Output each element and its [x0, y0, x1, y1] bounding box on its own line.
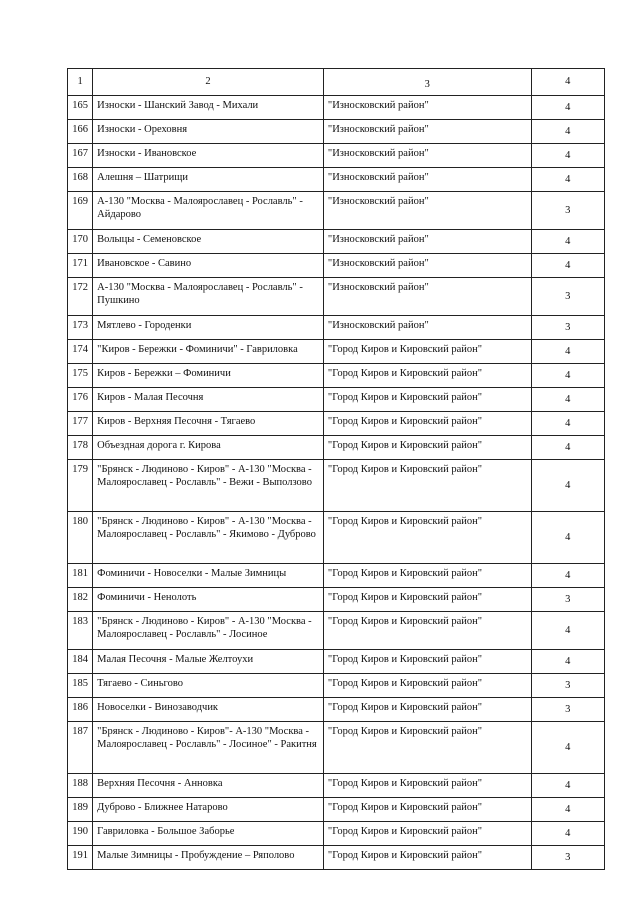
table-row [68, 698, 605, 722]
district-name: "Износковский район" [323, 168, 531, 192]
row-number: 171 [68, 254, 93, 278]
road-name: Дуброво - Ближнее Натарово [93, 798, 324, 822]
district-name: "Город Киров и Кировский район" [323, 674, 531, 698]
district-name: "Город Киров и Кировский район" [323, 340, 531, 364]
row-number: 170 [68, 230, 93, 254]
road-name: Волыцы - Семеновское [93, 230, 324, 254]
row-number: 169 [68, 192, 93, 230]
table-row [68, 278, 605, 316]
row-number: 181 [68, 564, 93, 588]
row-number: 178 [68, 436, 93, 460]
row-number: 188 [68, 774, 93, 798]
road-name: Киров - Бережки – Фоминичи [93, 364, 324, 388]
road-name: Киров - Малая Песочня [93, 388, 324, 412]
road-category: 3 [531, 316, 604, 340]
road-name: Новоселки - Винозаводчик [93, 698, 324, 722]
road-category: 4 [531, 364, 604, 388]
road-category: 4 [531, 650, 604, 674]
road-category: 3 [531, 278, 604, 316]
road-name: Алешня – Шатрищи [93, 168, 324, 192]
road-name: Ивановское - Савино [93, 254, 324, 278]
district-name: "Износковский район" [323, 144, 531, 168]
road-category: 4 [531, 230, 604, 254]
district-name: "Город Киров и Кировский район" [323, 822, 531, 846]
row-number: 177 [68, 412, 93, 436]
table-row [68, 388, 605, 412]
road-category: 4 [531, 722, 604, 774]
road-category: 4 [531, 168, 604, 192]
road-name: Объездная дорога г. Кирова [93, 436, 324, 460]
road-name: Малая Песочня - Малые Желтоухи [93, 650, 324, 674]
roads-table [67, 68, 605, 870]
column-number-2: 2 [93, 69, 324, 96]
column-number-1: 1 [68, 69, 93, 96]
road-category: 4 [531, 412, 604, 436]
road-name: "Брянск - Людиново - Киров" - А-130 "Москва - Малоярославец - Рославль" - Якимово - Дуброво [93, 512, 324, 564]
district-name: "Город Киров и Кировский район" [323, 798, 531, 822]
road-category: 4 [531, 564, 604, 588]
road-name: "Брянск - Людиново - Киров"- А-130 "Москва - Малоярославец - Рославль" - Лосиное" - Ракитня [93, 722, 324, 774]
table-row [68, 412, 605, 436]
row-number: 186 [68, 698, 93, 722]
table-row [68, 120, 605, 144]
row-number: 190 [68, 822, 93, 846]
road-category: 3 [531, 192, 604, 230]
district-name: "Износковский район" [323, 96, 531, 120]
road-name: Верхняя Песочня - Анновка [93, 774, 324, 798]
road-category: 4 [531, 340, 604, 364]
road-name: "Брянск - Людиново - Киров" - А-130 "Москва - Малоярославец - Рославль" - Вежи - Выползово [93, 460, 324, 512]
road-category: 4 [531, 144, 604, 168]
table-row [68, 564, 605, 588]
road-category: 4 [531, 96, 604, 120]
table-row [68, 168, 605, 192]
row-number: 180 [68, 512, 93, 564]
roads-table-body [68, 69, 605, 870]
road-name: Фоминичи - Новоселки - Малые Зимницы [93, 564, 324, 588]
road-name: "Брянск - Людиново - Киров" - А-130 "Москва - Малоярославец - Рославль" - Лосиное [93, 612, 324, 650]
road-name: Износки - Шанский Завод - Михали [93, 96, 324, 120]
row-number: 179 [68, 460, 93, 512]
road-name: "Киров - Бережки - Фоминичи" - Гавриловка [93, 340, 324, 364]
row-number: 172 [68, 278, 93, 316]
row-number: 189 [68, 798, 93, 822]
road-category: 4 [531, 388, 604, 412]
column-number-3: 3 [323, 69, 531, 96]
road-category: 4 [531, 460, 604, 512]
road-category: 4 [531, 774, 604, 798]
road-category: 3 [531, 698, 604, 722]
district-name: "Город Киров и Кировский район" [323, 588, 531, 612]
district-name: "Город Киров и Кировский район" [323, 412, 531, 436]
table-row [68, 588, 605, 612]
row-number: 167 [68, 144, 93, 168]
road-name: Малые Зимницы - Пробуждение – Ряполово [93, 846, 324, 870]
table-row [68, 230, 605, 254]
district-name: "Город Киров и Кировский район" [323, 698, 531, 722]
row-number: 183 [68, 612, 93, 650]
table-row [68, 822, 605, 846]
district-name: "Город Киров и Кировский район" [323, 612, 531, 650]
column-number-4: 4 [531, 69, 604, 96]
road-name: Износки - Ореховня [93, 120, 324, 144]
row-number: 176 [68, 388, 93, 412]
road-category: 4 [531, 254, 604, 278]
row-number: 165 [68, 96, 93, 120]
district-name: "Город Киров и Кировский район" [323, 436, 531, 460]
table-row [68, 192, 605, 230]
road-category: 3 [531, 846, 604, 870]
row-number: 168 [68, 168, 93, 192]
road-name: Гавриловка - Большое Заборье [93, 822, 324, 846]
table-row [68, 340, 605, 364]
table-row [68, 460, 605, 512]
table-row [68, 650, 605, 674]
table-row [68, 722, 605, 774]
district-name: "Город Киров и Кировский район" [323, 364, 531, 388]
road-category: 4 [531, 436, 604, 460]
district-name: "Износковский район" [323, 230, 531, 254]
table-row [68, 798, 605, 822]
table-row [68, 436, 605, 460]
row-number: 184 [68, 650, 93, 674]
row-number: 185 [68, 674, 93, 698]
district-name: "Город Киров и Кировский район" [323, 388, 531, 412]
row-number: 175 [68, 364, 93, 388]
table-row [68, 254, 605, 278]
column-number-row [68, 69, 605, 96]
road-category: 3 [531, 588, 604, 612]
table-row [68, 612, 605, 650]
row-number: 182 [68, 588, 93, 612]
district-name: "Город Киров и Кировский район" [323, 722, 531, 774]
road-name: Тягаево - Синьгово [93, 674, 324, 698]
row-number: 166 [68, 120, 93, 144]
district-name: "Город Киров и Кировский район" [323, 564, 531, 588]
table-row [68, 96, 605, 120]
district-name: "Износковский район" [323, 254, 531, 278]
road-category: 4 [531, 798, 604, 822]
district-name: "Город Киров и Кировский район" [323, 460, 531, 512]
district-name: "Износковский район" [323, 192, 531, 230]
row-number: 187 [68, 722, 93, 774]
table-row [68, 364, 605, 388]
road-category: 4 [531, 120, 604, 144]
road-category: 4 [531, 822, 604, 846]
road-category: 4 [531, 512, 604, 564]
table-row [68, 674, 605, 698]
district-name: "Город Киров и Кировский район" [323, 846, 531, 870]
district-name: "Город Киров и Кировский район" [323, 774, 531, 798]
road-name: А-130 "Москва - Малоярославец - Рославль" - Айдарово [93, 192, 324, 230]
road-name: Мятлево - Городенки [93, 316, 324, 340]
table-row [68, 512, 605, 564]
table-row [68, 774, 605, 798]
table-row [68, 144, 605, 168]
table-row [68, 846, 605, 870]
roads-table-page [67, 68, 605, 870]
road-category: 4 [531, 612, 604, 650]
district-name: "Город Киров и Кировский район" [323, 512, 531, 564]
district-name: "Износковский район" [323, 316, 531, 340]
table-row [68, 316, 605, 340]
road-name: Фоминичи - Ненолоть [93, 588, 324, 612]
district-name: "Износковский район" [323, 120, 531, 144]
road-category: 3 [531, 674, 604, 698]
row-number: 174 [68, 340, 93, 364]
road-name: Износки - Ивановское [93, 144, 324, 168]
road-name: А-130 "Москва - Малоярославец - Рославль" - Пушкино [93, 278, 324, 316]
road-name: Киров - Верхняя Песочня - Тягаево [93, 412, 324, 436]
district-name: "Город Киров и Кировский район" [323, 650, 531, 674]
row-number: 191 [68, 846, 93, 870]
row-number: 173 [68, 316, 93, 340]
district-name: "Износковский район" [323, 278, 531, 316]
